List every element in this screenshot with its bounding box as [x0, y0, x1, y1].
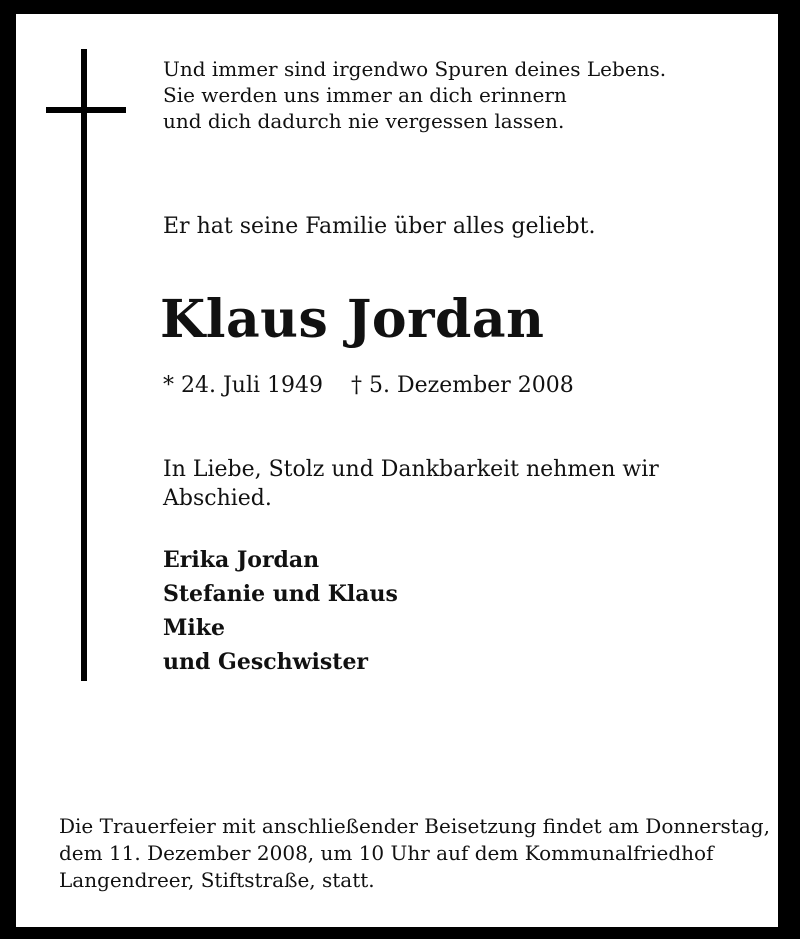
verse-line: und dich dadurch nie vergessen lassen. — [163, 109, 565, 133]
tribute-line: Er hat seine Familie über alles geliebt. — [163, 214, 596, 239]
verse-line: Und immer sind irgendwo Spuren deines Lebens. — [163, 57, 667, 81]
mourner-name: Erika Jordan — [163, 547, 320, 573]
deceased-name: Klaus Jordan — [160, 289, 545, 350]
memorial-verse — [163, 56, 743, 134]
service-line: Langendreer, Stiftstraße, statt. — [59, 868, 375, 892]
mourner-name: Stefanie und Klaus — [163, 581, 398, 607]
death-date: † 5. Dezember 2008 — [351, 373, 574, 398]
service-line: Die Trauerfeier mit anschließender Beisetzung findet am Donnerstag, — [59, 814, 770, 838]
farewell-text: In Liebe, Stolz und Dankbarkeit nehmen wir Abschied. — [163, 457, 659, 511]
mourner-name: Mike — [163, 615, 225, 641]
service-line: dem 11. Dezember 2008, um 10 Uhr auf dem Kommunalfriedhof — [59, 841, 714, 865]
mourner-name: und Geschwister — [163, 649, 369, 675]
cross-icon-vertical-bar — [81, 49, 87, 681]
birth-date: * 24. Juli 1949 — [163, 373, 324, 398]
verse-line: Sie werden uns immer an dich erinnern — [163, 83, 567, 107]
cross-icon-horizontal-bar — [46, 107, 126, 113]
mourners-list — [163, 543, 398, 679]
life-dates — [163, 372, 574, 400]
funeral-service-notice — [59, 813, 770, 894]
